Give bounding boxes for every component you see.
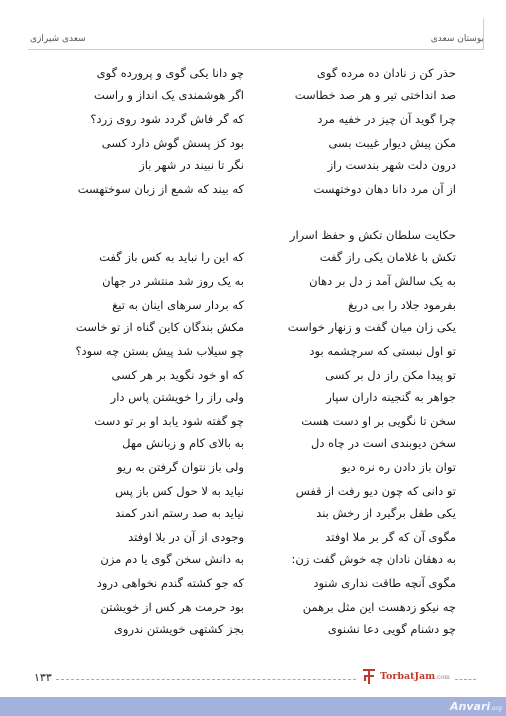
torbatjam-logo[interactable]	[362, 667, 452, 685]
verse-line: ولی باز نتوان گرفتن به ریو	[116, 460, 244, 474]
verse-line: بفرمود جلاد را بی دریغ	[348, 298, 456, 312]
verse-line: چو دانا یکی گوی و پرورده گوی	[96, 66, 244, 80]
verse-line: مگوی آن که گر بر ملا اوفتد	[325, 530, 456, 544]
torbatjam-logo-text: TorbatJam.com	[380, 671, 450, 682]
verse-line: تکش با غلامان یکی راز گفت	[319, 250, 456, 264]
torbatjam-logo-icon	[362, 667, 376, 685]
verse-line: سخن تا نگویی بر او دست هست	[301, 414, 456, 428]
verse-line: به دهقان نادان چه خوش گفت زن:	[291, 552, 456, 566]
verse-line: چو گفته شود یابد او بر تو دست	[94, 414, 244, 428]
verse-line: توان باز دادن ره نره دیو	[341, 460, 456, 474]
verse-line: که گر فاش گردد شود روی زرد؟	[90, 112, 244, 126]
verse-line: تو اول نبستی که سرچشمه بود	[309, 344, 456, 358]
verse-line: چرا گوید آن چیز در خفیه مرد	[317, 112, 456, 126]
verse-line: وجودی از آن در بلا اوفتد	[128, 530, 244, 544]
verse-line: به یک روز شد منتشر در جهان	[102, 274, 244, 288]
verse-line: ولی راز را خویشتن پاس دار	[110, 390, 244, 404]
verse-line: تو پیدا مکن راز دل بر کسی	[325, 368, 456, 382]
verse-line: چه نیکو زدهست این مثل برهمن	[302, 600, 456, 614]
verse-line: مکش بندگان کاین گناه از تو خاست	[75, 320, 244, 334]
verse-line: نگر تا نبیند در شهر باز	[139, 158, 244, 172]
header-rule	[28, 49, 484, 50]
verse-line: حکایت سلطان تکش و حفظ اسرار	[289, 228, 456, 242]
verse-line: سخن دیوبندی است در چاه دل	[311, 436, 456, 450]
verse-line: یکی طفل برگیرد از رخش بند	[316, 506, 456, 520]
verse-line: از آن مرد دانا دهان دوختهست	[313, 182, 456, 196]
page-number: ١٣٣	[34, 671, 52, 684]
footer-dashed-rule	[56, 679, 356, 680]
watermark-bar	[0, 697, 506, 716]
verse-line: حذر کن ز نادان ده مرده گوی	[316, 66, 456, 80]
verse-line: یکی زان میان گفت و زنهار خواست	[287, 320, 456, 334]
verse-line: که بیند که شمع از زبان سوختهست	[77, 182, 244, 196]
verse-line: تو دانی که چون دیو رفت از قفس	[295, 484, 456, 498]
verse-line: که جو کشته گندم نخواهی درود	[96, 576, 244, 590]
verse-line: نیاید به لا حول کس باز پس	[115, 484, 244, 498]
verse-line: چو سیلاب شد پیش بستن چه سود؟	[75, 344, 244, 358]
verse-line: به یک سالش آمد ز دل بر دهان	[309, 274, 456, 288]
verse-line: به بالای کام و زبانش مهل	[122, 436, 244, 450]
verse-line: بود حرمت هر کس از خویشتن	[100, 600, 244, 614]
verse-line: به دانش سخن گوی یا دم مزن	[100, 552, 244, 566]
verse-line: بجز کشتهی خویشتن ندروی	[113, 622, 244, 636]
verse-line: مکن پیش دیوار غیبت بسی	[328, 136, 456, 150]
header-author: سعدی شیرازی	[30, 34, 86, 44]
header-book-title: بوستان سعدی	[430, 34, 484, 44]
verse-line: درون دلت شهر بندست راز	[327, 158, 456, 172]
verse-line: بود کز پسش گوش دارد کسی	[101, 136, 244, 150]
header-vertical-rule	[483, 18, 484, 50]
verse-line: اگر هوشمندی یک انداز و راست	[94, 88, 244, 102]
verse-line: که او خود نگوید بر هر کسی	[111, 368, 244, 382]
verse-line: جواهر به گنجینه داران سپار	[326, 390, 456, 404]
verse-line: چو دشنام گویی دعا نشنوی	[327, 622, 456, 636]
footer-dashed-rule-right	[455, 679, 476, 680]
verse-line: نیاید به صد رستم اندر کمند	[115, 506, 244, 520]
verse-line: مگوی آنچه طاقت نداری شنود	[313, 576, 456, 590]
verse-line: که این را نباید به کس باز گفت	[99, 250, 244, 264]
verse-line: که بردار سرهای اینان به تیغ	[112, 298, 244, 312]
watermark: Anvari.org	[450, 700, 502, 713]
verse-line: صد انداختی تیر و هر صد خطاست	[294, 88, 456, 102]
page-header	[20, 0, 484, 50]
